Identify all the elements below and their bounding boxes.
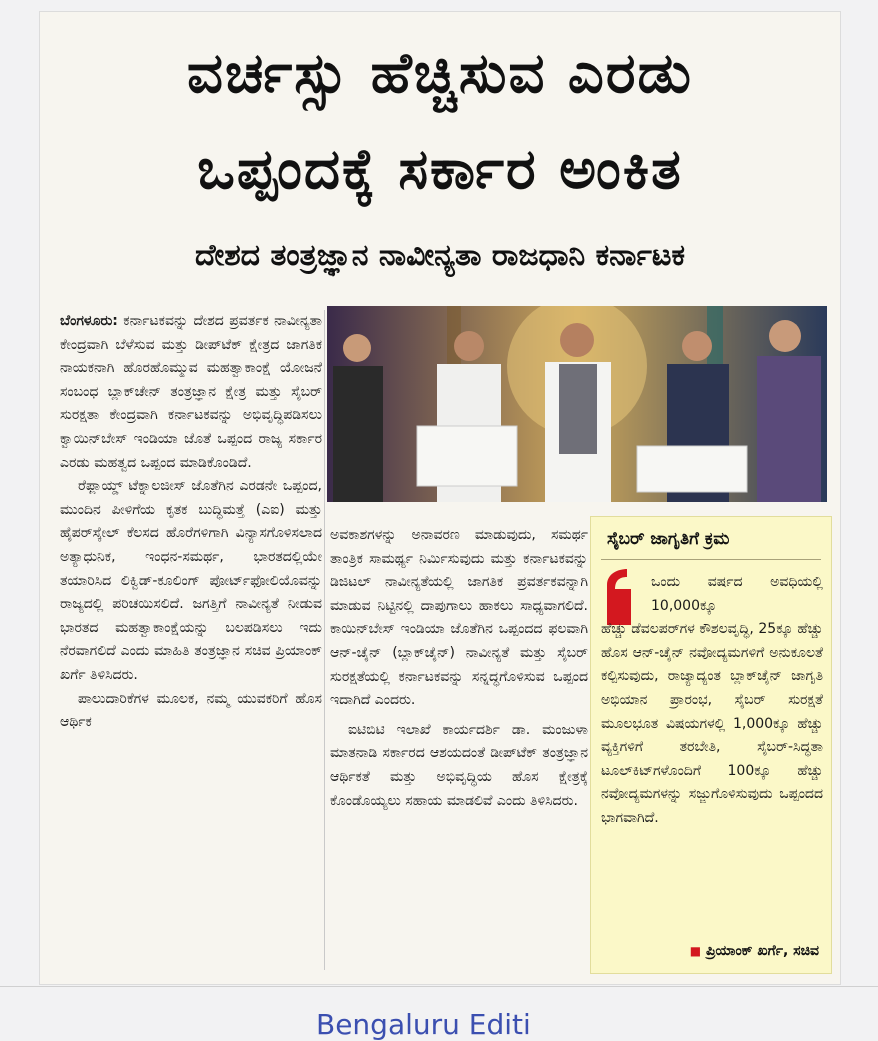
article-paragraph-4: ಅವಕಾಶಗಳನ್ನು ಅನಾವರಣ ಮಾಡುವುದು, ಸಮರ್ಥ ತಾಂತ್ರಿಕ ಸಾಮರ್ಥ್ಯ ನಿರ್ಮಿಸುವುದು ಮತ್ತು ಕರ್ನಾಟಕವನ್ನು ಡಿಜಿಟಲ್ ನಾವೀನ್ಯತೆಯಲ್ಲಿ ಜಾಗತಿಕ ಪ್ರವರ್ತಕವನ್ನಾಗಿ ಮಾಡುವ ನಿಟ್ಟಿನಲ್ಲಿ ದಾಪುಗಾಲು ಹಾಕಲು ಸಾಧ್ಯವಾಗಲಿದೆ. ಕಾಯಿನ್‌ಬೇಸ್ ಇಂಡಿಯಾ ಜೊತೆಗಿನ ಒಪ್ಪಂದದ ಫಲವಾಗಿ ಆನ್-ಚೈನ್ (ಬ್ಲಾಕ್‌ಚೈನ್) ನಾವೀನ್ಯತೆ ಮತ್ತು ಸೈಬರ್ ಸುರಕ್ಷತೆಯಲ್ಲಿ ಕರ್ನಾಟಕವನ್ನು ಸನ್ನದ್ಧಗೊಳಿಸುವ ಒಪ್ಪಂದ ಇದಾಗಿದೆ ಎಂದರು. xyxy=(330,527,588,709)
sidebar-title: ಸೈಬರ್ ಜಾಗೃತಿಗೆ ಕ್ರಮ xyxy=(607,529,730,549)
paragraph-1-text: ಕರ್ನಾಟಕವನ್ನು ದೇಶದ ಪ್ರವರ್ತಕ ನಾವೀನ್ಯತಾ ಕೇಂದ್ರವಾಗಿ ಬೆಳೆಸುವ ಮತ್ತು ಡೀಪ್‌ಟೆಕ್ ಕ್ಷೇತ್ರದ ಜಾಗತಿಕ ನಾಯಕನಾಗಿ ಹೊರಹೊಮ್ಮುವ ಮಹತ್ವಾಕಾಂಕ್ಷೆ ಯೋಜನೆ ಸಂಬಂಧ ಬ್ಲಾಕ್‌ಚೇನ್ ತಂತ್ರಜ್ಞಾನ ಕ್ಷೇತ್ರ ಮತ್ತು ಸೈಬರ್ ಸುರಕ್ಷತಾ ಕೇಂದ್ರವಾಗಿ ಕರ್ನಾಟಕವನ್ನು ಅಭಿವೃದ್ಧಿಪಡಿಸಲು ಕ್ವಾಯಿನ್‌ಬೇಸ್ ಇಂಡಿಯಾ ಜೊತೆ ಒಪ್ಪಂದ ರಾಜ್ಯ ಸರ್ಕಾರ ಎರಡು ಮಹತ್ವದ ಒಪ್ಪಂದ ಮಾಡಿಕೊಂಡಿದೆ. xyxy=(60,313,322,471)
headline-line-1: ವರ್ಚಸ್ಸು ಹೆಚ್ಚಿಸುವ ಎರಡು xyxy=(187,41,693,106)
sidebar-text: ಹೆಚ್ಚು ಡೆವಲಪರ್‌ಗಳ ಕೌಶಲವೃದ್ಧಿ, 25ಕ್ಕೂ ಹೆಚ್ಚು ಹೊಸ ಆನ್-ಚೈನ್ ನವೋದ್ಯಮಗಳಿಗೆ ಅನುಕೂಲತೆ ಕಲ್ಪಿಸುವುದು, ರಾಜ್ಯಾದ್ಯಂತ ಬ್ಲಾಕ್‌ಚೈನ್ ಜಾಗೃತಿ ಅಭಿಯಾನ ಪ್ರಾರಂಭ, ಸೈಬರ್ ಸುರಕ್ಷತೆ ಮೂಲಭೂತ ವಿಷಯಗಳಲ್ಲಿ 1,000ಕ್ಕೂ ಹೆಚ್ಚು ವ್ಯಕ್ತಿಗಳಿಗೆ ತರಬೇತಿ, ಸೈಬರ್-ಸಿದ್ಧತಾ ಟೂಲ್‌ಕಿಟ್‌ಗಳೊಂದಿಗೆ 100ಕ್ಕೂ ಹೆಚ್ಚು ನವೋದ್ಯಮಗಳನ್ನು ಸಜ್ಜುಗೊಳಿಸುವುದು ಒಪ್ಪಂದದ ಭಾಗವಾಗಿದೆ. xyxy=(601,621,823,826)
newspaper-clipping xyxy=(40,12,840,984)
article-paragraph-5: ಐಟಿಬಿಟಿ ಇಲಾಖೆ ಕಾರ್ಯದರ್ಶಿ ಡಾ. ಮಂಜುಳಾ ಮಾತನಾಡಿ ಸರ್ಕಾರದ ಆಶಯದಂತೆ ಡೀಪ್‌ಟೆಕ್ ತಂತ್ರಜ್ಞಾನ ಆರ್ಥಿಕತೆ ಮತ್ತು ಅಭಿವೃದ್ಧಿಯ ಹೊಸ ಕ್ಷೇತ್ರಕ್ಕೆ ಕೊಂಡೊಯ್ಯಲು ಸಹಾಯ ಮಾಡಲಿವೆ ಎಂದು ತಿಳಿಸಿದರು. xyxy=(330,721,588,809)
sidebar-divider xyxy=(601,559,821,560)
headline-line-2: ಒಪ್ಪಂದಕ್ಕೆ ಸರ್ಕಾರ ಅಂಕಿತ xyxy=(197,137,683,202)
signature-text: ಪ್ರಿಯಾಂಕ್ ಖರ್ಗೆ, ಸಚಿವ xyxy=(705,943,819,959)
article-paragraph-2: ರೆಫ್ಲಾಯ್ಡ್ ಟೆಕ್ನಾಲಜೀಸ್ ಜೊತೆಗಿನ ಎರಡನೇ ಒಪ್ಪಂದ, ಮುಂದಿನ ಪೀಳಿಗೆಯ ಕೃತಕ ಬುದ್ಧಿಮತ್ತೆ (ಎಐ) ಮತ್ತು ಹೈಪರ್‌ಸ್ಕೇಲ್ ಕೆಲಸದ ಹೊರೆಗಳಿಗಾಗಿ ವಿನ್ಯಾಸಗೊಳಿಸಲಾದ ಅತ್ಯಾಧುನಿಕ, ಇಂಧನ-ಸಮರ್ಥ, ಭಾರತದಲ್ಲಿಯೇ ತಯಾರಿಸಿದ ಲಿಕ್ವಿಡ್-ಕೂಲಿಂಗ್ ಪೋರ್ಟ್‌ಫೋಲಿಯೊವನ್ನು ರಾಜ್ಯದಲ್ಲಿ ಪರಿಚಯಿಸಲಿದೆ. ಜಗತ್ತಿಗೆ ನಾವೀನ್ಯತೆ ನೀಡುವ ಭಾರತದ ಮಹತ್ವಾಕಾಂಕ್ಷೆಯನ್ನು ಬಲಪಡಿಸಲು ಇದು ನೆರವಾಗಲಿದೆ ಎಂದು ಮಾಹಿತಿ ತಂತ್ರಜ್ಞಾನ ಸಚಿವ ಪ್ರಿಯಾಂಕ್ ಖರ್ಗೆ ತಿಳಿಸಿದರು. xyxy=(60,478,322,683)
news-photo xyxy=(327,306,827,502)
article-column-2 xyxy=(330,524,588,813)
sidebar-signature xyxy=(690,943,819,959)
sidebar-lead: ಒಂದು ವರ್ಷದ ಅವಧಿಯಲ್ಲಿ 10,000ಕ್ಕೂ xyxy=(651,574,823,614)
subheadline: ದೇಶದ ತಂತ್ರಜ್ಞಾನ ನಾವೀನ್ಯತಾ ರಾಜಧಾನಿ ಕರ್ನಾಟಕ xyxy=(194,238,685,273)
column-divider xyxy=(324,310,325,970)
bullet-icon: ■ xyxy=(689,944,702,958)
article-paragraph-3: ಪಾಲುದಾರಿಕೆಗಳ ಮೂಲಕ, ನಮ್ಮ ಯುವಕರಿಗೆ ಹೊಸ ಆರ್ಥಿಕ xyxy=(60,690,322,731)
edition-link[interactable]: Bengaluru Editi xyxy=(316,1008,531,1041)
article-paragraph-1 xyxy=(60,310,322,475)
sidebar-body xyxy=(601,571,823,831)
dateline: ಬೆಂಗಳೂರು: xyxy=(60,313,118,329)
photo-illustration xyxy=(327,306,827,502)
article-column-1 xyxy=(60,310,322,735)
sidebar-box xyxy=(590,516,832,974)
bottom-divider xyxy=(0,986,878,987)
